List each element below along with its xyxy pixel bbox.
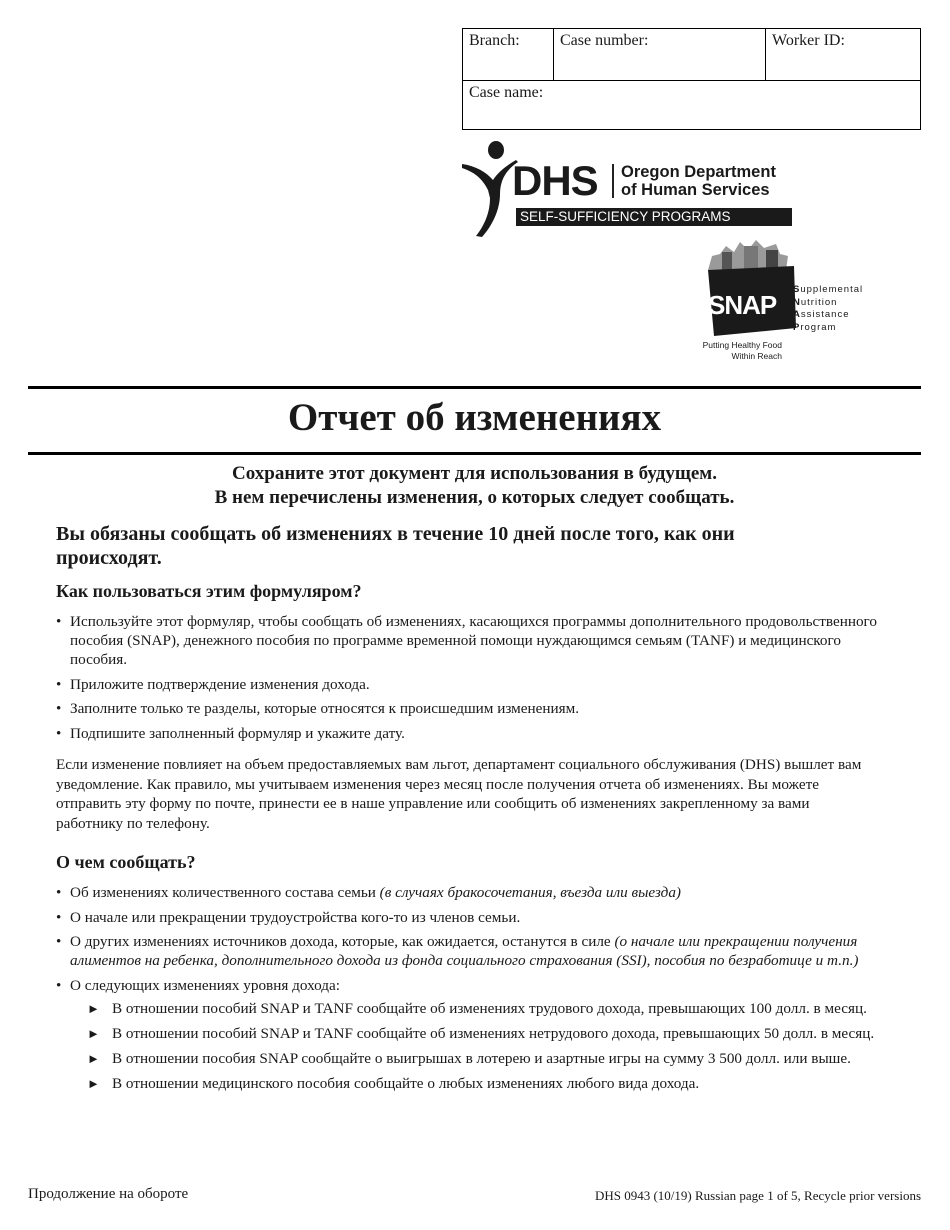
dhs-figure-icon xyxy=(460,138,520,238)
list-item xyxy=(56,976,896,1093)
dhs-divider xyxy=(612,164,614,198)
sub-list-item: ► В отношении пособий SNAP и TANF сообщайте об изменениях трудового дохода, превышающих 100 долл. в месяц. xyxy=(70,999,902,1018)
what-to-report-list xyxy=(56,883,896,1099)
dhs-logo xyxy=(460,138,800,238)
obligation-notice: Вы обязаны сообщать об изменениях в течение 10 дней после того, как они происходят. xyxy=(56,523,735,569)
snap-acronym-rest: ssistance xyxy=(800,309,850,320)
snap-tagline-line1: Putting Healthy Food xyxy=(702,340,782,350)
snap-acronym xyxy=(793,284,863,334)
title-rule-top xyxy=(28,386,921,389)
snap-acronym-rest: upplemental xyxy=(800,284,864,295)
dhs-org-line2: of Human Services xyxy=(621,181,770,199)
income-levels-text: О следующих изменениях уровня дохода: xyxy=(70,976,340,994)
case-number-field[interactable]: Case number: xyxy=(554,29,766,80)
snap-acronym-initial: P xyxy=(793,321,801,333)
list-item: • О начале или прекращении трудоустройства кого-то из членов семьи. xyxy=(56,908,896,927)
other-income-note: (о начале или прекращении получения алиментов на ребенка, дополнительного дохода из фонда социального страхования (SSI), пособия по безработице и т.п.) xyxy=(70,933,859,969)
list-item xyxy=(56,932,896,970)
dhs-letters: DHS xyxy=(512,157,598,204)
keep-notice-line2: В нем перечислены изменения, о которых следует сообщать. xyxy=(214,487,735,508)
snap-word: SNAP xyxy=(708,290,777,320)
sub-list-item: ► В отношении медицинского пособия сообщайте о любых изменениях любого вида дохода. xyxy=(70,1074,902,1093)
dhs-org-line1: Oregon Department xyxy=(621,163,776,181)
notice-paragraph: Если изменение повлияет на объем предоставляемых вам льгот, департамент социального обслуживания (DHS) вышлет вам уведомление. Как правило, мы учитываем изменения через месяц после получения отчета об изменениях. Вы можете отправить эту форму по почте, принести ее в наше управление или сообщить об изменениях закрепленному за вами работнику по телефону. xyxy=(56,756,862,832)
snap-logo xyxy=(696,240,886,368)
keep-notice-line1: Сохраните этот документ для использования в будущем. xyxy=(232,463,717,484)
sub-list-item: ► В отношении пособия SNAP сообщайте о выигрышах в лотерею и азартные игры на сумму 3 500 долл. или выше. xyxy=(70,1049,902,1068)
household-note: (в случаях бракосочетания, въезда или выезда) xyxy=(379,884,681,901)
case-info-box xyxy=(462,28,921,130)
keep-notice xyxy=(28,462,921,510)
snap-acronym-initial: S xyxy=(793,284,801,295)
list-item: • Используйте этот формуляр, чтобы сообщать об изменениях, касающихся программы дополнительного продовольственного пособия (SNAP), денежного пособия по программе временной помощи нуждающимся семьям (TANF) и медицинского пособия. xyxy=(56,612,896,669)
page-title: Отчет об изменениях xyxy=(287,396,662,439)
list-item xyxy=(56,883,896,902)
list-item: • Заполните только те разделы, которые относятся к происшедшим изменениям. xyxy=(56,699,896,718)
worker-id-field[interactable]: Worker ID: xyxy=(772,32,845,49)
list-item: • Приложите подтверждение изменения дохода. xyxy=(56,675,896,694)
snap-tagline-line2: Within Reach xyxy=(731,351,782,361)
what-to-report-heading: О чем сообщать? xyxy=(56,852,196,872)
branch-field[interactable]: Branch: xyxy=(463,29,554,80)
case-name-field[interactable]: Case name: xyxy=(469,84,544,101)
household-text: Об изменениях количественного состава семьи xyxy=(70,884,380,901)
snap-acronym-initial: N xyxy=(793,296,801,308)
footer-form-id: DHS 0943 (10/19) Russian page 1 of 5, Recycle prior versions xyxy=(594,1188,921,1203)
how-to-use-list xyxy=(56,612,896,748)
snap-acronym-initial: A xyxy=(793,309,801,320)
sub-list-item: ► В отношении пособий SNAP и TANF сообщайте об изменениях нетрудового дохода, превышающих 50 долл. в месяц. xyxy=(70,1024,902,1043)
snap-acronym-rest: rogram xyxy=(800,321,837,333)
other-income-text: О других изменениях источников дохода, которые, как ожидается, останутся в силе xyxy=(70,933,615,950)
snap-acronym-rest: utrition xyxy=(800,296,838,308)
how-to-use-heading: Как пользоваться этим формуляром? xyxy=(56,581,362,601)
dhs-org-name xyxy=(621,163,801,199)
snap-tagline xyxy=(696,340,782,362)
title-rule-bottom xyxy=(28,452,921,455)
income-levels-sublist xyxy=(70,999,896,1093)
footer-continued: Продолжение на обороте xyxy=(28,1186,189,1202)
dhs-program-bar: SELF-SUFFICIENCY PROGRAMS xyxy=(516,208,792,226)
list-item: • Подпишите заполненный формуляр и укажите дату. xyxy=(56,724,896,743)
